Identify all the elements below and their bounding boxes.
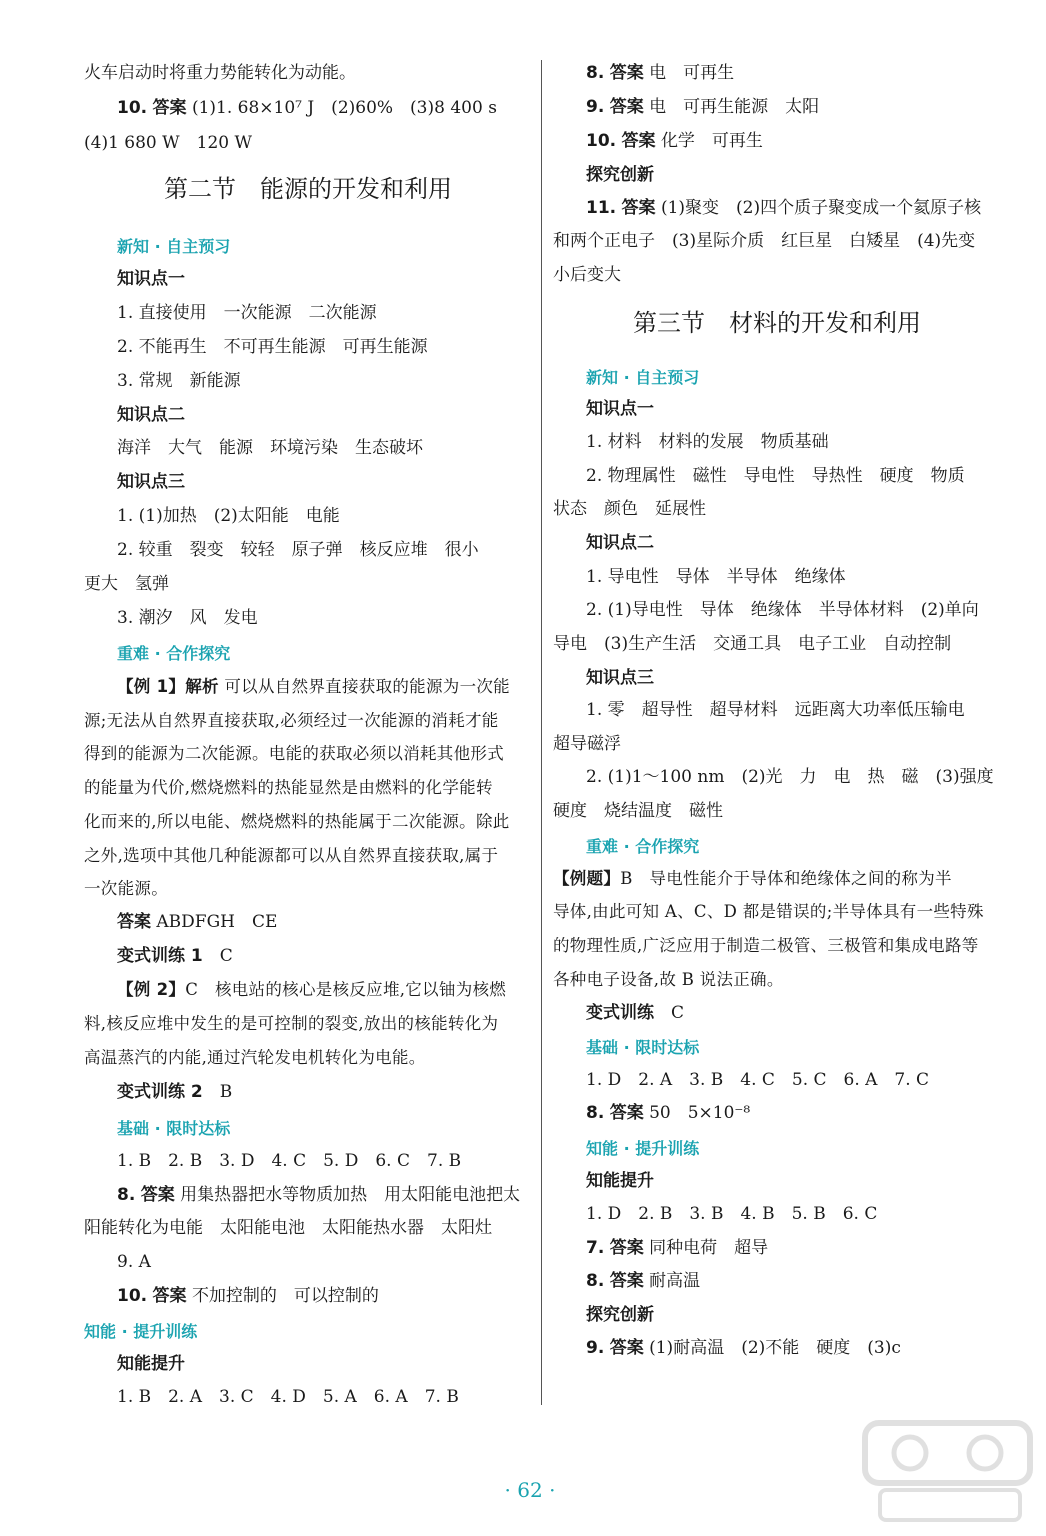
knowledge-point: 知识点一 [117,269,185,289]
answer-7: 7. 答案 同种电荷 超导 [586,1238,769,1258]
answer-line: 和两个正电子 (3)星际介质 红巨星 白矮星 (4)先变 [553,231,976,251]
page-number: · 62 · [504,1478,556,1502]
answer-11: 11. 答案 (1)聚变 (2)四个质子聚变成一个氦原子核 [586,198,982,218]
answer-line: 海洋 大气 能源 环境污染 生态破坏 [117,438,423,458]
answer-line: 1. D 2. A 3. B 4. C 5. C 6. A 7. C [586,1070,930,1090]
analysis-line: 导体,由此可知 A、C、D 都是错误的;半导体具有一些特殊 [553,902,984,921]
answer-line: 2. (1)导电性 导体 绝缘体 半导体材料 (2)单向 [586,600,979,620]
analysis-line: 得到的能源为二次能源。电能的获取必须以消耗其他形式 [84,744,504,763]
section-tag: 重难 · 合作探究 [117,644,231,663]
answer-10: 10. 答案 化学 可再生 [586,131,763,151]
knowledge-point: 知识点二 [586,533,654,553]
answer-10: 10. 答案 (1)1. 68×10⁷ J (2)60% (3)8 400 s [117,98,497,118]
analysis-line: 的物理性质,广泛应用于制造二极管、三极管和集成电路等 [553,936,979,955]
section-tag: 新知 · 自主预习 [586,368,700,387]
answer-line: 2. (1)1～100 nm (2)光 力 电 热 磁 (3)强度 [586,767,994,787]
answer-line: 状态 颜色 延展性 [553,499,706,519]
answer-line: 2. 不能再生 不可再生能源 可再生能源 [117,337,428,357]
answer-line: 1. B 2. B 3. D 4. C 5. D 6. C 7. B [117,1151,462,1171]
subsection-label: 探究创新 [586,165,654,185]
section-title: 第三节 材料的开发和利用 [633,309,921,337]
section-tag: 基础 · 限时达标 [117,1119,231,1138]
section-tag: 新知 · 自主预习 [117,237,231,256]
section-tag: 重难 · 合作探究 [586,837,700,856]
variant: 变式训练 C [586,1003,685,1023]
answer-8: 8. 答案 50 5×10⁻⁸ [586,1103,751,1123]
analysis-line: 化而来的,所以电能、燃烧燃料的热能属于二次能源。除此 [84,812,510,831]
answer-8: 8. 答案 耐高温 [586,1271,701,1291]
variant-1: 变式训练 1 C [117,946,233,966]
answer-line: 更大 氢弹 [84,574,169,594]
analysis-line: 各种电子设备,故 B 说法正确。 [553,970,784,989]
analysis-line: 一次能源。 [84,879,168,898]
column-divider [541,60,542,1405]
answer-8: 8. 答案 用集热器把水等物质加热 用太阳能电池把太 [117,1185,521,1205]
variant-2: 变式训练 2 B [117,1082,233,1102]
answer-line: 1. 零 超导性 超导材料 远距离大功率低压输电 [586,700,965,720]
section-tag: 知能 · 提升训练 [586,1139,700,1158]
text-line: (4)1 680 W 120 W [84,133,252,153]
answer-line: 1. 直接使用 一次能源 二次能源 [117,303,377,323]
analysis-line: 高温蒸汽的内能,通过汽轮发电机转化为电能。 [84,1048,426,1067]
answer-line: 导电 (3)生产生活 交通工具 电子工业 自动控制 [553,634,952,654]
answer-line: 2. 较重 裂变 较轻 原子弹 核反应堆 很小 [117,540,479,560]
answer-line: 3. 潮汐 风 发电 [117,608,258,628]
answer-line: 9. A [117,1252,151,1272]
analysis-line: 源;无法从自然界直接获取,必须经过一次能源的消耗才能 [84,711,499,730]
answer-8: 8. 答案 电 可再生 [586,63,735,83]
answer-line: 硬度 烧结温度 磁性 [553,801,723,821]
answer-line: 1. (1)加热 (2)太阳能 电能 [117,506,340,526]
section-title: 第二节 能源的开发和利用 [164,175,452,203]
section-tag: 基础 · 限时达标 [586,1038,700,1057]
subsection-label: 知能提升 [586,1171,654,1191]
answer-line: 1. D 2. B 3. B 4. B 5. B 6. C [586,1204,878,1224]
example: 【例题】B 导电性能介于导体和绝缘体之间的称为半 [553,869,952,888]
answer-line: 1. 材料 材料的发展 物质基础 [586,432,829,452]
text-line: 火车启动时将重力势能转化为动能。 [84,63,356,83]
answer-9: 9. 答案 (1)耐高温 (2)不能 硬度 (3)c [586,1338,901,1358]
analysis-line: 的能量为代价,燃烧燃料的热能显然是由燃料的化学能转 [84,778,493,797]
analysis-line: 之外,选项中其他几种能源都可以从自然界直接获取,属于 [84,846,499,865]
watermark-logo-icon [860,1418,1035,1528]
answer-line: 1. 导电性 导体 半导体 绝缘体 [586,567,846,587]
example-2: 【例 2】C 核电站的核心是核反应堆,它以铀为核燃 [117,980,507,999]
subsection-label: 探究创新 [586,1305,654,1325]
knowledge-point: 知识点一 [586,399,654,419]
answer-line: 3. 常规 新能源 [117,371,241,391]
section-tag: 知能 · 提升训练 [84,1322,198,1341]
analysis-line: 料,核反应堆中发生的是可控制的裂变,放出的核能转化为 [84,1014,499,1033]
answer-line: 2. 物理属性 磁性 导电性 导热性 硬度 物质 [586,466,965,486]
answer-9: 9. 答案 电 可再生能源 太阳 [586,97,820,117]
knowledge-point: 知识点三 [117,472,185,492]
subsection-label: 知能提升 [117,1354,185,1374]
example-1-answer: 答案 ABDFGH CE [117,912,278,932]
knowledge-point: 知识点二 [117,405,185,425]
answer-line: 小后变大 [553,265,621,285]
answer-line: 阳能转化为电能 太阳能电池 太阳能热水器 太阳灶 [84,1218,492,1238]
answer-10: 10. 答案 不加控制的 可以控制的 [117,1286,379,1306]
answer-line: 超导磁浮 [553,734,621,754]
knowledge-point: 知识点三 [586,668,654,688]
example-1: 【例 1】解析 可以从自然界直接获取的能源为一次能 [117,677,510,696]
answer-line: 1. B 2. A 3. C 4. D 5. A 6. A 7. B [117,1387,459,1407]
